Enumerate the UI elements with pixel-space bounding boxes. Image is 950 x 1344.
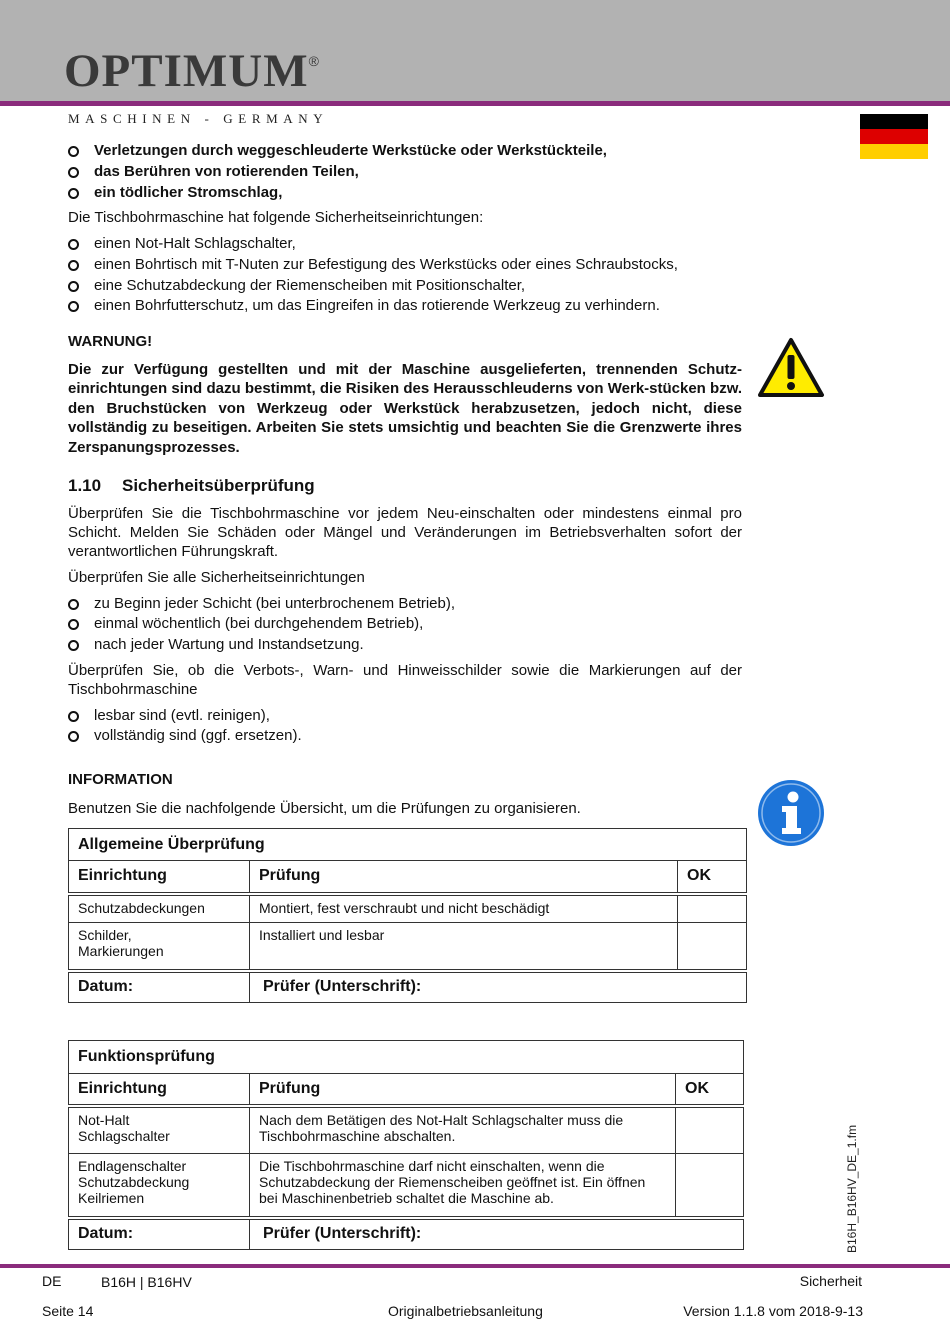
brand-tagline: MASCHINEN - GERMANY: [68, 111, 329, 126]
inspector-signature-label[interactable]: Prüfer (Unterschrift):: [250, 1218, 744, 1250]
bullet-icon: [68, 260, 79, 271]
column-header-check: Prüfung: [250, 1074, 676, 1106]
hazard-item: Verletzungen durch weggeschleuderte Werkstücke oder Werkstückteile,: [68, 141, 607, 161]
function-check-table: [68, 1040, 744, 1250]
cell-device: Schutzabdeckungen: [69, 894, 250, 923]
table-row: [69, 1106, 744, 1154]
footer-language: DE: [42, 1273, 62, 1289]
section-paragraph-3: Überprüfen Sie, ob die Verbots-, Warn- und Hinweisschilder sowie die Markierungen auf der Tischbohrmaschine: [68, 662, 742, 698]
table-title: Funktionsprüfung: [69, 1041, 744, 1074]
footer-document-type: Originalbetriebsanleitung: [388, 1303, 543, 1319]
brand-logo: OPTIMUM®: [64, 45, 320, 97]
bullet-icon: [68, 619, 79, 630]
cell-device: Not-Halt Schlagschalter: [69, 1106, 250, 1154]
footer-rule: [0, 1264, 950, 1268]
hazard-item: ein tödlicher Stromschlag,: [68, 183, 282, 203]
signature-row: [69, 971, 747, 1003]
information-icon: [757, 779, 825, 847]
warning-triangle-icon: [757, 337, 825, 398]
footer-page-number: Seite 14: [42, 1303, 94, 1319]
sign-check-item: vollständig sind (ggf. ersetzen).: [68, 726, 302, 746]
footer-version: Version 1.1.8 vom 2018-9-13: [683, 1303, 863, 1319]
date-label: Datum:: [69, 971, 250, 1003]
column-header-device: Einrichtung: [69, 861, 250, 894]
bullet-icon: [68, 301, 79, 312]
check-time-item: zu Beginn jeder Schicht (bei unterbrochenem Betrieb),: [68, 594, 455, 614]
safety-device-item: eine Schutzabdeckung der Riemenscheiben mit Positionschalter,: [68, 276, 525, 296]
file-code: B16H_B16HV_DE_1.fm: [845, 1124, 859, 1253]
information-title: INFORMATION: [68, 771, 173, 788]
information-text: Benutzen Sie die nachfolgende Übersicht, um die Prüfungen zu organisieren.: [68, 800, 581, 817]
footer-section: Sicherheit: [799, 1273, 862, 1289]
warning-title: WARNUNG!: [68, 333, 153, 350]
table-title: Allgemeine Überprüfung: [69, 829, 747, 861]
cell-check: Die Tischbohrmaschine darf nicht einschalten, wenn die Schutzabdeckung der Riemenscheiben geöffnet ist. Ein öffnen bei Maschinenbetrieb schaltet die Maschine ab.: [250, 1154, 676, 1218]
bullet-icon: [68, 239, 79, 250]
safety-device-item: einen Bohrfutterschutz, um das Eingreifen in das rotierende Werkzeug zu verhindern.: [68, 296, 660, 316]
cell-ok-checkbox[interactable]: [676, 1154, 744, 1218]
german-flag-icon: [860, 114, 928, 159]
column-header-check: Prüfung: [250, 861, 678, 894]
table-row: [69, 894, 747, 923]
table-header-row: [69, 861, 747, 894]
check-time-item: nach jeder Wartung und Instandsetzung.: [68, 635, 364, 655]
bullet-icon: [68, 281, 79, 292]
table-row: [69, 923, 747, 971]
warning-text: Die zur Verfügung gestellten und mit der Maschine ausgelieferten, trennenden Schutz-einrichtungen sind dazu bestimmt, die Risiken des Herausschleuderns von Werk-stücken bzw. den Bruchstücken von Werkzeug oder Werkstück herabzusetzen, jedoch nicht, diese vollständig zu beseitigen. Arbeiten Sie stets umsichtig und beachten Sie die Grenzwerte ihres Zerspanungsprozesses.: [68, 361, 742, 456]
cell-ok-checkbox[interactable]: [678, 923, 747, 971]
inspector-signature-label[interactable]: Prüfer (Unterschrift):: [250, 971, 747, 1003]
cell-check: Nach dem Betätigen des Not-Halt Schlagschalter muss die Tischbohrmaschine abschalten.: [250, 1106, 676, 1154]
section-paragraph-2: Überprüfen Sie alle Sicherheitseinrichtungen: [68, 569, 365, 586]
table-title-row: [69, 1041, 744, 1074]
cell-check: Montiert, fest verschraubt und nicht beschädigt: [250, 894, 678, 923]
section-paragraph-1: Überprüfen Sie die Tischbohrmaschine vor jedem Neu-einschalten oder mindestens einmal pro Schicht. Melden Sie Schäden oder Mängel und Veränderungen im Betriebsverhalten sofort der verantwortlichen Führungskraft.: [68, 505, 742, 560]
cell-check: Installiert und lesbar: [250, 923, 678, 971]
column-header-ok: OK: [676, 1074, 744, 1106]
bullet-icon: [68, 167, 79, 178]
footer-model: B16H | B16HV: [101, 1274, 192, 1290]
bullet-icon: [68, 640, 79, 651]
bullet-icon: [68, 146, 79, 157]
bullet-icon: [68, 599, 79, 610]
bullet-icon: [68, 731, 79, 742]
cell-device: Schilder, Markierungen: [69, 923, 250, 971]
section-heading: 1.10 Sicherheitsüberprüfung: [68, 476, 315, 495]
signature-row: [69, 1218, 744, 1250]
general-check-table: [68, 828, 747, 1003]
safety-intro: Die Tischbohrmaschine hat folgende Sicherheitseinrichtungen:: [68, 209, 484, 226]
cell-device: Endlagenschalter Schutzabdeckung Keilriemen: [69, 1154, 250, 1218]
table-header-row: [69, 1074, 744, 1106]
date-label: Datum:: [69, 1218, 250, 1250]
check-time-item: einmal wöchentlich (bei durchgehendem Betrieb),: [68, 614, 423, 634]
column-header-device: Einrichtung: [69, 1074, 250, 1106]
safety-device-item: einen Bohrtisch mit T-Nuten zur Befestigung des Werkstücks oder eines Schraubstocks,: [68, 255, 678, 275]
table-row: [69, 1154, 744, 1218]
bullet-icon: [68, 188, 79, 199]
sign-check-item: lesbar sind (evtl. reinigen),: [68, 706, 270, 726]
hazard-item: das Berühren von rotierenden Teilen,: [68, 162, 359, 182]
header-rule: [0, 101, 950, 106]
bullet-icon: [68, 711, 79, 722]
column-header-ok: OK: [678, 861, 747, 894]
cell-ok-checkbox[interactable]: [676, 1106, 744, 1154]
safety-device-item: einen Not-Halt Schlagschalter,: [68, 234, 296, 254]
cell-ok-checkbox[interactable]: [678, 894, 747, 923]
table-title-row: [69, 829, 747, 861]
